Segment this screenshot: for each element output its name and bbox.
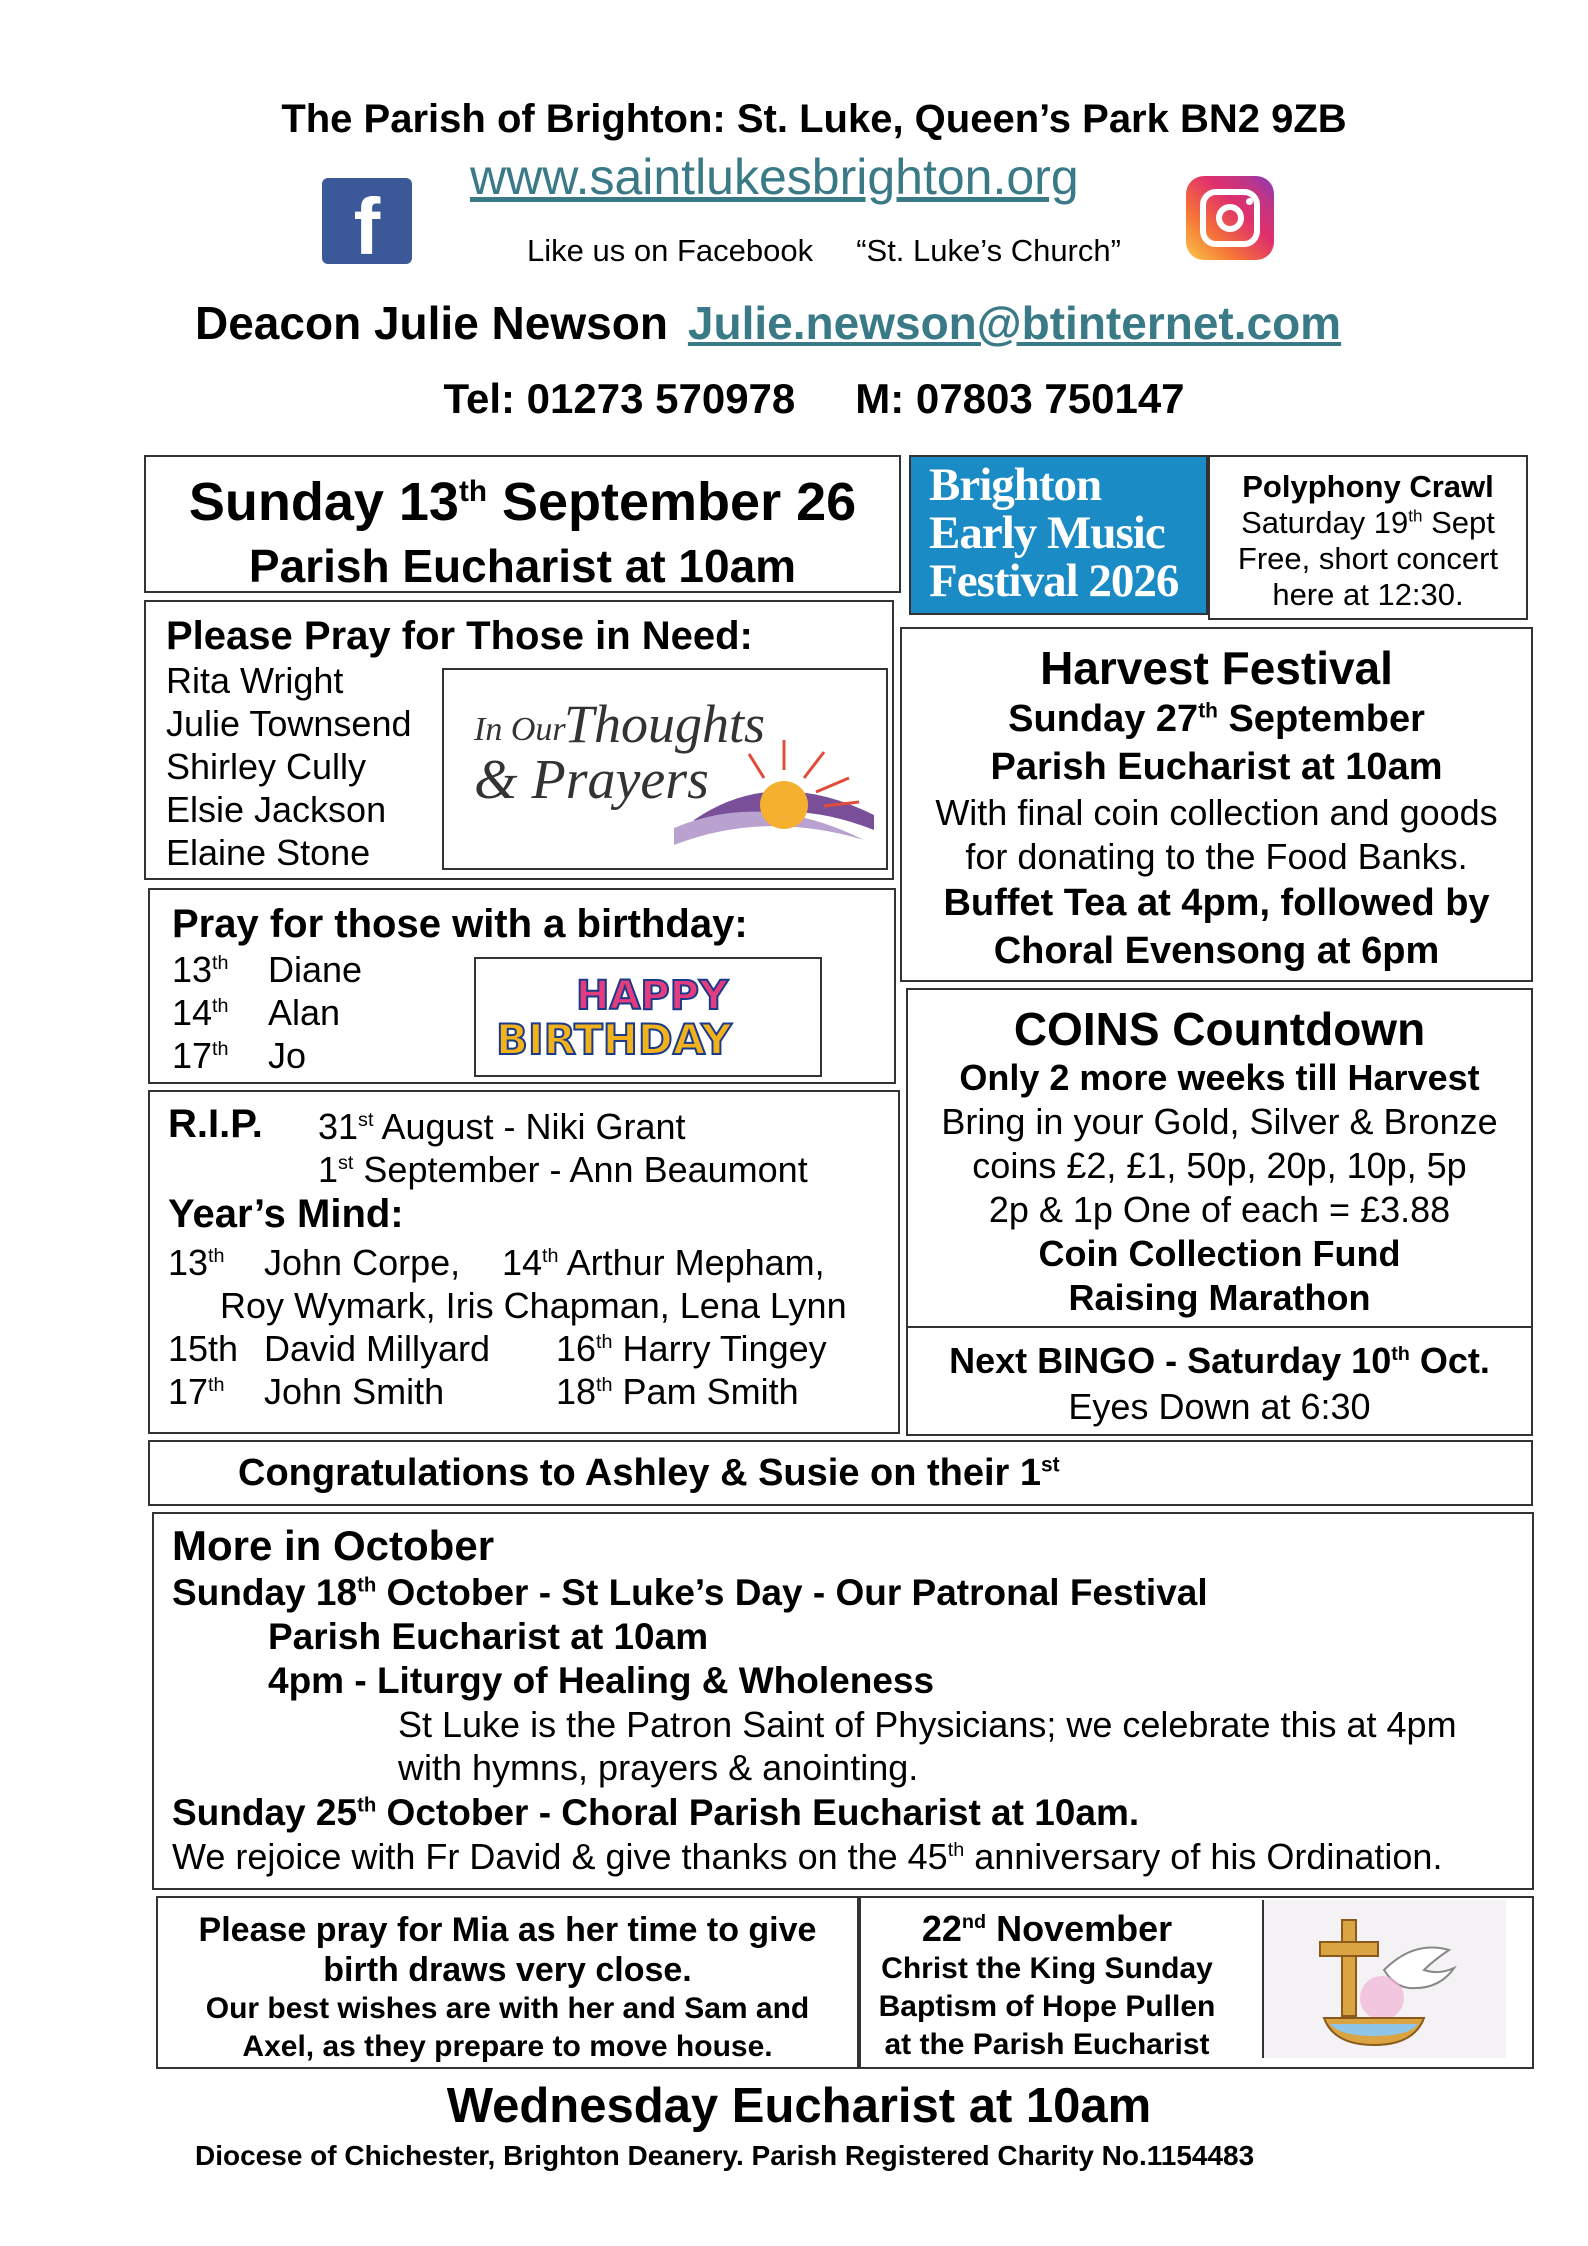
- svg-text:HAPPY: HAPPY: [576, 973, 729, 1019]
- years-mind-entry: 17th: [168, 1371, 225, 1412]
- prayer-name: Elsie Jackson: [166, 789, 387, 830]
- thoughts-and-prayers-image: [442, 668, 888, 870]
- prayer-name: Shirley Cully: [166, 746, 367, 787]
- october-event-note: We rejoice with Fr David & give thanks on the 45th anniversary of his Ordination.: [172, 1836, 1443, 1877]
- mia-prayer: birth draws very close.: [323, 1951, 692, 1989]
- october-title: More in October: [172, 1522, 495, 1569]
- october-event-detail: Parish Eucharist at 10am: [268, 1616, 709, 1657]
- birthday-list: [172, 948, 362, 1077]
- years-mind-entry: John Corpe,: [264, 1242, 461, 1283]
- october-event-note: St Luke is the Patron Saint of Physicians; we celebrate this at 4pm: [398, 1704, 1457, 1745]
- polyphony-title: Polyphony Crawl: [1242, 469, 1494, 504]
- bingo-title: Next BINGO - Saturday 10th Oct.: [949, 1340, 1490, 1381]
- harvest-desc: With final coin collection and goods: [935, 792, 1498, 833]
- deacon-email-link[interactable]: Julie.newson@btinternet.com: [687, 297, 1342, 349]
- early-music-festival-logo: Brighton Early Music Festival 2026: [909, 455, 1208, 615]
- facebook-prompt: Like us on Facebook: [527, 233, 814, 268]
- coins-fund: Raising Marathon: [1068, 1277, 1371, 1318]
- baptism-font-image: [1262, 1900, 1506, 2058]
- coins-line: coins £2, £1, 50p, 20p, 10p, 5p: [972, 1145, 1467, 1186]
- october-event: Sunday 18th October - St Luke’s Day - Our Patronal Festival: [172, 1572, 1208, 1613]
- mia-prayer-box: [156, 1896, 859, 2069]
- coins-title: COINS Countdown: [1013, 1003, 1426, 1055]
- harvest-service: Parish Eucharist at 10am: [990, 746, 1443, 788]
- wednesday-eucharist: Wednesday Eucharist at 10am: [446, 2079, 1152, 2133]
- november-line: at the Parish Eucharist: [884, 2028, 1210, 2061]
- october-events-box: [152, 1512, 1534, 1890]
- birthday-row: 17th Jo: [172, 1035, 307, 1076]
- years-mind-entry: John Smith: [264, 1371, 445, 1412]
- mobile: M: 07803 750147: [855, 375, 1185, 422]
- prayer-name: Rita Wright: [166, 660, 344, 701]
- deacon-name: Deacon Julie Newson: [195, 297, 668, 349]
- october-event-detail: 4pm - Liturgy of Healing & Wholeness: [268, 1660, 935, 1701]
- prayer-list-title: Please Pray for Those in Need:: [166, 614, 753, 658]
- prayer-name: Julie Townsend: [166, 703, 412, 744]
- prayer-names: [166, 659, 412, 874]
- prayer-name: Elaine Stone: [166, 832, 371, 873]
- mia-wishes: Our best wishes are with her and Sam and: [205, 1992, 810, 2025]
- happy-birthday-image: [474, 957, 822, 1077]
- coins-fund: Coin Collection Fund: [1038, 1233, 1401, 1274]
- facebook-icon[interactable]: f: [322, 178, 412, 264]
- coins-line: 2p & 1p One of each = £3.88: [988, 1189, 1451, 1230]
- website-link[interactable]: www.saintlukesbrighton.org: [470, 149, 1079, 205]
- svg-text:Thoughts: Thoughts: [564, 694, 766, 754]
- sunday-service: Parish Eucharist at 10am: [248, 540, 797, 592]
- coins-line: Bring in your Gold, Silver & Bronze: [941, 1101, 1498, 1142]
- harvest-festival-box: [900, 627, 1533, 982]
- congratulations-box: [148, 1440, 1533, 1506]
- facebook-name: “St. Luke’s Church”: [856, 233, 1121, 268]
- sunday-date: Sunday 13th September 26: [188, 472, 857, 532]
- svg-text:BIRTHDAY: BIRTHDAY: [496, 1015, 732, 1064]
- parish-title: The Parish of Brighton: St. Luke, Queen’s Park BN2 9ZB: [281, 97, 1347, 141]
- harvest-date: Sunday 27th September: [1008, 698, 1425, 740]
- deacon-line: [195, 296, 1341, 350]
- years-mind-entry: 16th Harry Tingey: [556, 1328, 827, 1369]
- november-date: 22nd November: [921, 1908, 1173, 1949]
- mia-prayer: Please pray for Mia as her time to give: [198, 1911, 817, 1949]
- polyphony-date: Saturday 19th Sept: [1241, 505, 1495, 540]
- phone-line: [0, 375, 1588, 423]
- birthday-row: 13th Diane: [172, 949, 363, 990]
- november-line: Baptism of Hope Pullen: [878, 1990, 1216, 2023]
- sunday-service-box: [144, 455, 901, 593]
- bingo-box: [906, 1326, 1533, 1436]
- years-mind-entry: 14th Arthur Mepham,: [502, 1242, 825, 1283]
- years-mind-entry: 18th Pam Smith: [556, 1371, 799, 1412]
- polyphony-detail: Free, short concert: [1237, 541, 1499, 576]
- telephone: Tel: 01273 570978: [443, 375, 796, 422]
- birthday-title: Pray for those with a birthday:: [172, 902, 748, 946]
- rip-entry: 1st September - Ann Beaumont: [318, 1149, 808, 1190]
- birthday-row: 14th Alan: [172, 992, 341, 1033]
- november-line: Christ the King Sunday: [881, 1952, 1213, 1985]
- polyphony-crawl-box: [1208, 455, 1528, 620]
- facebook-line: [0, 233, 1588, 269]
- years-mind-title: Year’s Mind:: [168, 1192, 404, 1236]
- harvest-tea: Buffet Tea at 4pm, followed by: [943, 882, 1490, 924]
- coins-countdown-box: [906, 988, 1533, 1328]
- rip-entry: 31st August - Niki Grant: [318, 1106, 686, 1147]
- october-event: Sunday 25th October - Choral Parish Eucharist at 10am.: [172, 1792, 1140, 1833]
- harvest-desc: for donating to the Food Banks.: [965, 836, 1468, 877]
- october-event-note: with hymns, prayers & anointing.: [398, 1747, 919, 1788]
- coins-subtitle: Only 2 more weeks till Harvest: [959, 1057, 1480, 1098]
- harvest-evensong: Choral Evensong at 6pm: [993, 930, 1440, 972]
- rip-box: [148, 1090, 900, 1434]
- congratulations-text: Congratulations to Ashley & Susie on their 1st: [238, 1452, 1060, 1494]
- mia-wishes: Axel, as they prepare to move house.: [242, 2030, 773, 2063]
- prayer-list-box: [144, 600, 894, 880]
- years-mind-entry: David Millyard: [264, 1328, 491, 1369]
- harvest-title: Harvest Festival: [1040, 642, 1393, 694]
- svg-text:In Our: In Our: [474, 711, 566, 748]
- years-mind-entry: 15th: [168, 1328, 239, 1369]
- polyphony-time: here at 12:30.: [1272, 577, 1464, 612]
- years-mind-entry: Roy Wymark, Iris Chapman, Lena Lynn: [220, 1285, 847, 1326]
- years-mind-entry: 13th: [168, 1242, 225, 1283]
- rip-title: R.I.P.: [168, 1102, 263, 1146]
- birthday-box: [148, 888, 896, 1084]
- diocese-footer: Diocese of Chichester, Brighton Deanery. Parish Registered Charity No.1154483: [195, 2140, 1255, 2171]
- svg-text:& Prayers: & Prayers: [474, 749, 709, 811]
- bingo-subtitle: Eyes Down at 6:30: [1068, 1386, 1371, 1427]
